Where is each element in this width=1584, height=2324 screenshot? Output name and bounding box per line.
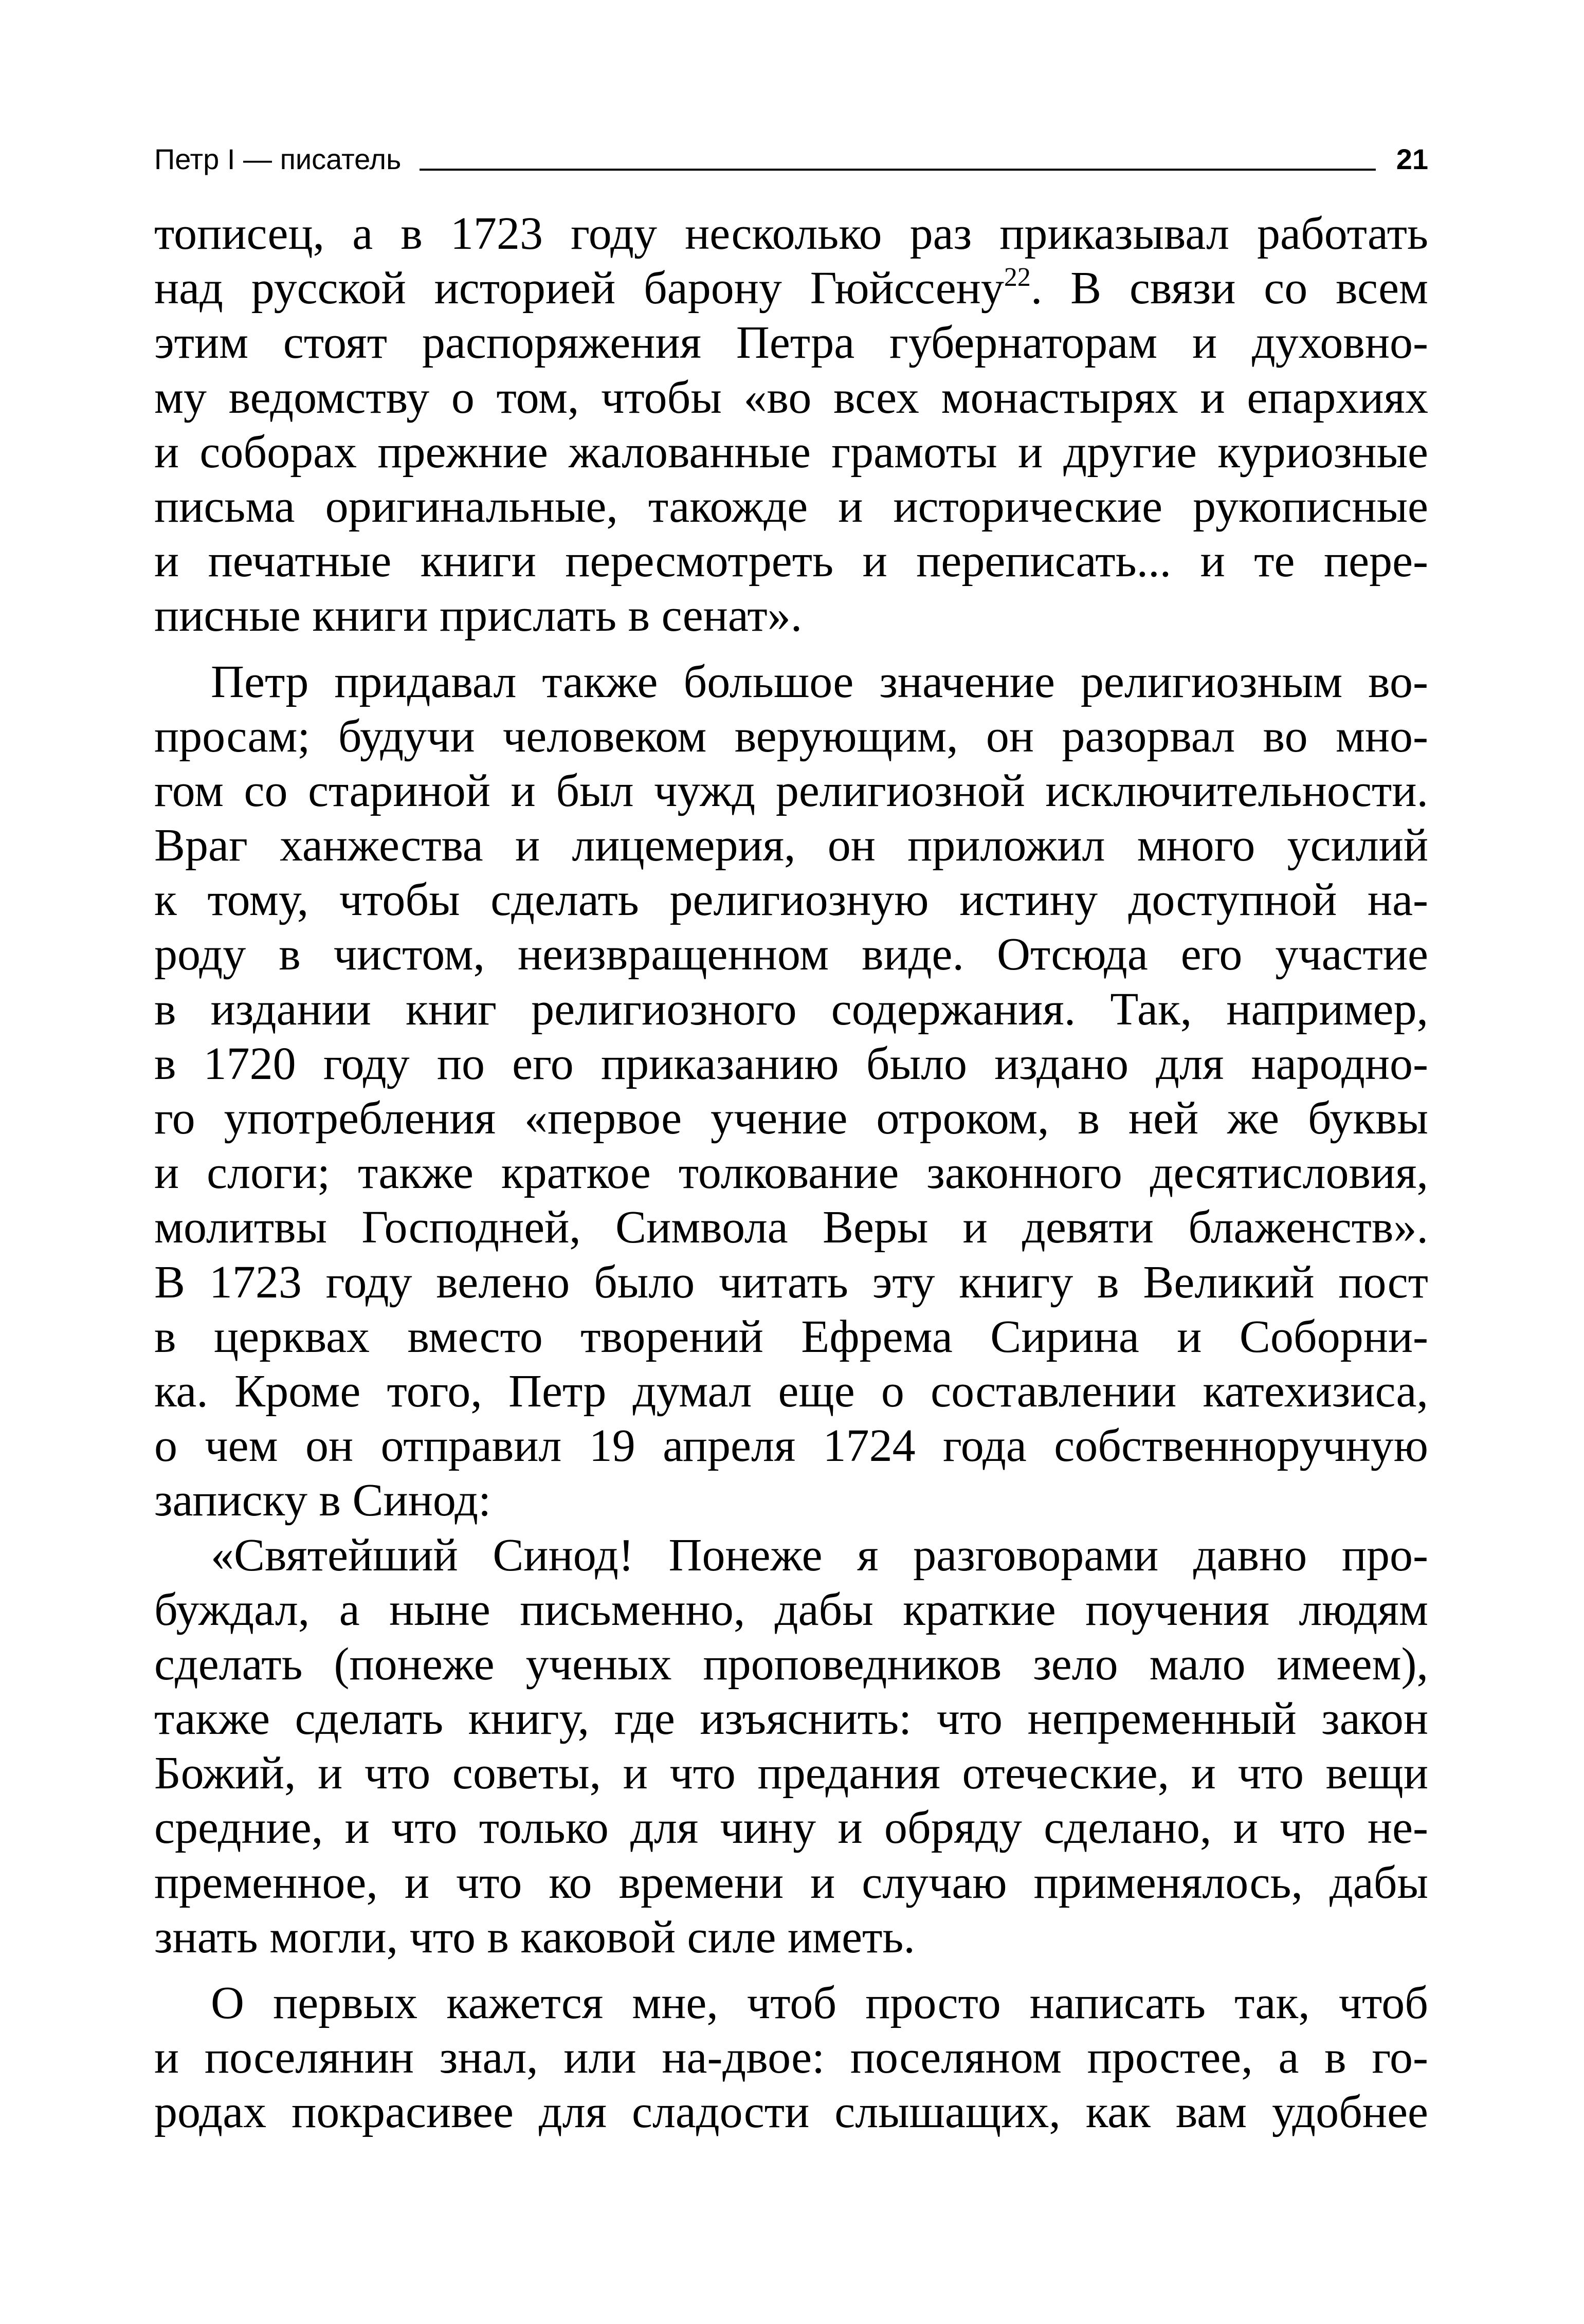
text-line: и печатные книги пересмотреть и переписать... и те пере-: [154, 536, 1428, 587]
paragraph-4: [154, 1976, 1428, 2140]
running-title: Петр I — писатель: [154, 143, 402, 175]
text-fragment: над русской историей барону Гюйссену: [154, 263, 1004, 314]
text-line: также сделать книгу, где изъяснить: что непременный закон: [154, 1693, 1428, 1745]
text-line: к тому, чтобы сделать религиозную истину доступной на-: [154, 874, 1428, 926]
text-line: му ведомству о том, чтобы «во всех монастырях и епархиях: [154, 372, 1428, 423]
text-line: гом со стариной и был чужд религиозной исключительности.: [154, 765, 1428, 816]
footnote-marker: 22: [1004, 263, 1031, 292]
text-line: этим стоят распоряжения Петра губернаторам и духовно-: [154, 317, 1428, 369]
text-line: ка. Кроме того, Петр думал еще о составлении катехизиса,: [154, 1365, 1428, 1417]
text-line: в церквах вместо творений Ефрема Сирина и Соборни-: [154, 1311, 1428, 1362]
paragraph-gap: [154, 1965, 1428, 1976]
text-line: писные книги прислать в сенат».: [154, 590, 803, 642]
paragraph-3: [154, 1528, 1428, 1965]
text-line: Враг ханжества и лицемерия, он приложил много усилий: [154, 820, 1428, 871]
text-line: тописец, а в 1723 году несколько раз приказывал работать: [154, 208, 1428, 259]
running-head: [154, 135, 1428, 176]
text-line: го употребления «первое учение отроком, в ней же буквы: [154, 1093, 1428, 1144]
text-line: Петр придавал также большое значение религиозным во-: [211, 656, 1428, 707]
text-line: [154, 261, 1428, 316]
text-line: буждал, а ныне письменно, дабы краткие поучения людям: [154, 1584, 1428, 1635]
text-line: о чем он отправил 19 апреля 1724 года собственноручную: [154, 1420, 1428, 1472]
paragraph-gap: [154, 644, 1428, 655]
text-line: «Святейший Синод! Понеже я разговорами давно про-: [211, 1529, 1428, 1581]
text-line: Божий, и что советы, и что предания отеческие, и что вещи: [154, 1748, 1428, 1799]
text-line: в 1720 году по его приказанию было издано для народно-: [154, 1038, 1428, 1089]
text-line: сделать (понеже ученых проповедников зело мало имеем),: [154, 1638, 1428, 1690]
body-text: [154, 207, 1428, 2140]
text-line: В 1723 году велено было читать эту книгу в Великий пост: [154, 1256, 1428, 1308]
page-number: 21: [1396, 143, 1428, 175]
header-rule: [420, 169, 1375, 171]
text-line: и соборах прежние жалованные грамоты и другие куриозные: [154, 426, 1428, 478]
text-line: записку в Синод:: [154, 1475, 491, 1526]
paragraph-2: [154, 655, 1428, 1528]
text-line: письма оригинальные, такожде и исторические рукописные: [154, 481, 1428, 532]
text-line: роду в чистом, неизвращенном виде. Отсюда его участие: [154, 929, 1428, 980]
text-line: родах покрасивее для сладости слышащих, как вам удобнее: [154, 2087, 1428, 2138]
text-line: О первых кажется мне, чтоб просто написать так, чтоб: [211, 1978, 1428, 2028]
text-line: средние, и что только для чину и обряду сделано, и что не-: [154, 1802, 1428, 1854]
text-line: молитвы Господней, Символа Веры и девяти блаженств».: [154, 1202, 1428, 1253]
text-fragment: . В связи со всем: [1030, 263, 1428, 314]
text-line: в издании книг религиозного содержания. Так, например,: [154, 983, 1428, 1035]
text-line: пременное, и что ко времени и случаю применялось, дабы: [154, 1857, 1428, 1908]
text-line: знать могли, что в каковой силе иметь.: [154, 1911, 915, 1963]
text-line: и поселянин знал, или на-двое: поселяном простее, а в го-: [154, 2032, 1428, 2083]
paragraph-1: [154, 207, 1428, 644]
text-line: просам; будучи человеком верующим, он разорвал во мно-: [154, 710, 1428, 762]
text-line: и слоги; также краткое толкование законного десятисловия,: [154, 1147, 1428, 1199]
